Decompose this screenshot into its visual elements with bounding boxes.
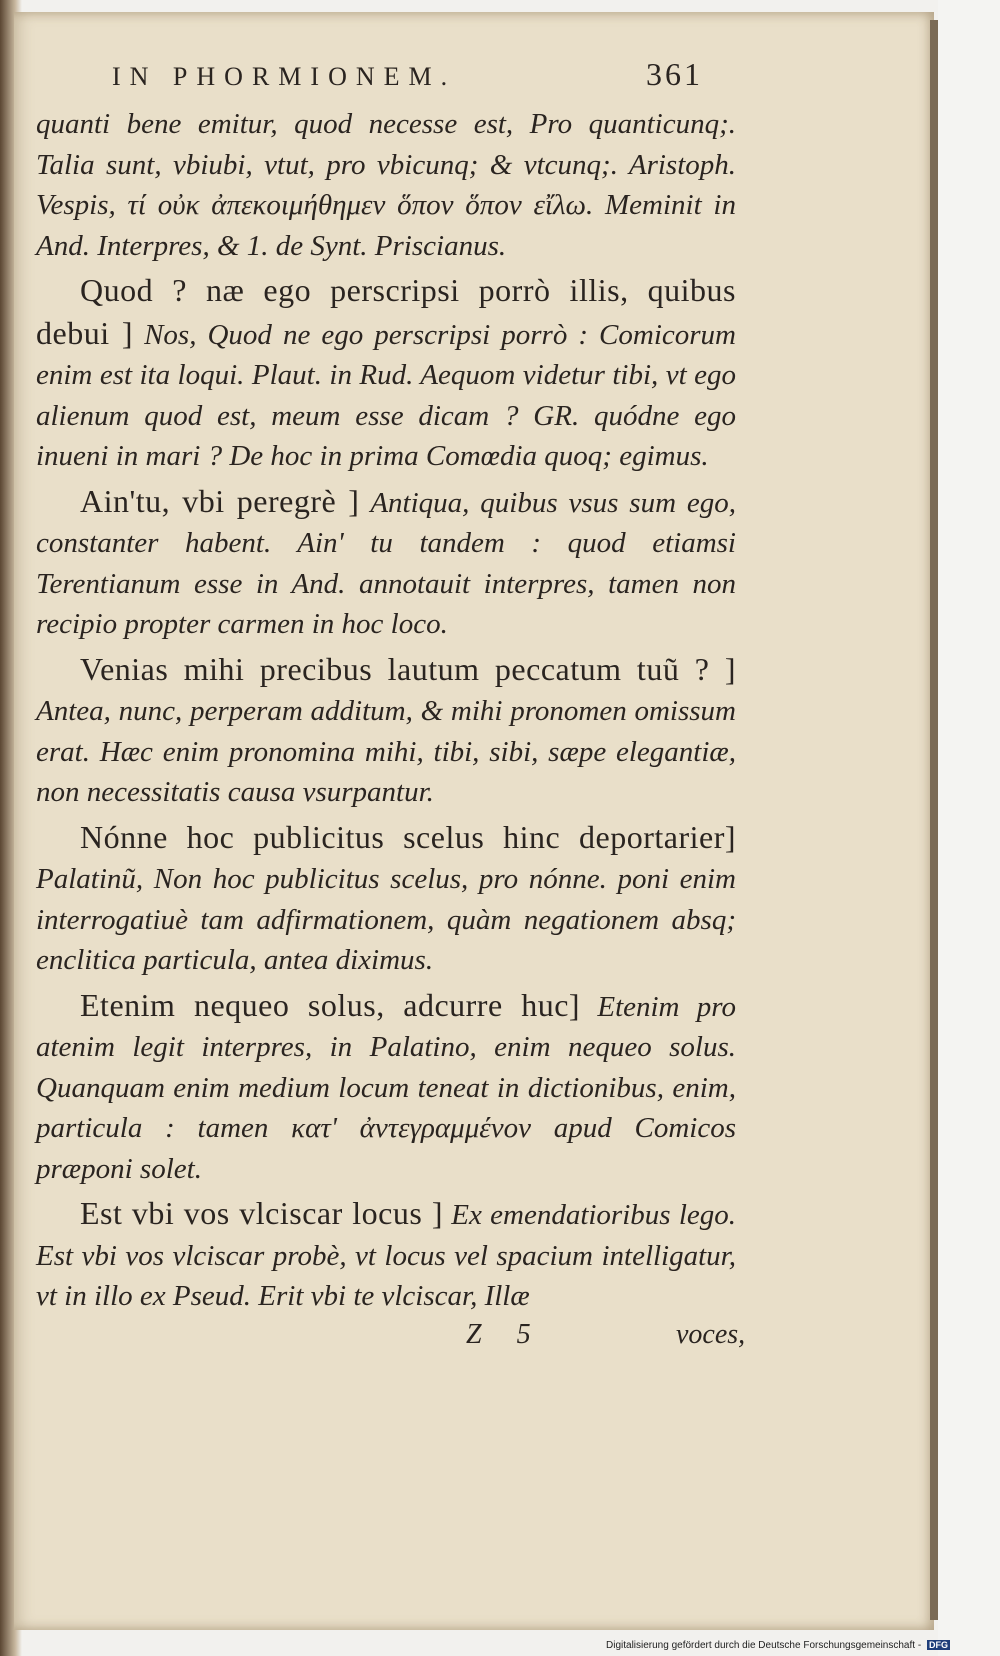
commentary-text: Ex emendatioribus lego. Est vbi vos vlciscar probè, vt locus vel spacium intelligatur, vt in illo ex Pseud. Erit vbi te vlciscar, Illæ bbox=[36, 1199, 737, 1312]
commentary-text: Antiqua, quibus vsus sum ego, constanter habent. Ain' tu tandem : quod etiamsi Terentianum esse in And. annotauit interpres, tamen non recipio propter carmen in hoc loco. bbox=[36, 486, 737, 640]
catchword: voces, bbox=[676, 1318, 746, 1350]
commentary-text: Antea, nunc, perperam additum, & mihi pronomen omissum erat. Hæc enim pronomina mihi, tibi, sibi, sæpe elegantiæ, non necessitatis causa vsurpantur. bbox=[36, 695, 736, 808]
running-head bbox=[36, 56, 736, 104]
lemma-text: Quod ? næ ego perscripsi porrò illis, quibus debui ] bbox=[36, 272, 736, 351]
digitization-credit bbox=[606, 1640, 950, 1651]
paragraph-continuation bbox=[36, 104, 736, 266]
credit-text: Digitalisierung gefördert durch die Deutsche Forschungsgemeinschaft - bbox=[606, 1640, 922, 1651]
paragraph-entry bbox=[36, 1193, 736, 1317]
signature-mark: Z 5 bbox=[466, 1318, 545, 1350]
lemma-text: Ain'tu, vbi peregrè ] bbox=[80, 482, 360, 519]
lemma-text: Etenim nequeo solus, adcurre huc] bbox=[80, 986, 581, 1023]
dfg-logo: DFG bbox=[928, 1640, 948, 1651]
page-footer bbox=[36, 1317, 746, 1361]
lemma-text: Nónne hoc publicitus scelus hinc deportarier] bbox=[80, 818, 736, 855]
paragraph-entry bbox=[36, 270, 736, 477]
paragraph-entry bbox=[36, 649, 736, 813]
page-edge bbox=[930, 20, 938, 1620]
commentary-text: quanti bene emitur, quod necesse est, Pro quanticunq;. Talia sunt, vbiubi, vtut, pro vbicunq; & vtcunq;. Aristoph. Vespis, τί οὐκ ἀπεκοιμήθημεν ὅπον ὅπον εἴλω. Meminit in And. Interpres, & 1. de Synt. Priscianus. bbox=[36, 108, 736, 262]
paragraph-entry bbox=[36, 985, 736, 1190]
commentary-text: Nos, Quod ne ego perscripsi porrò : Comicorum enim est ita loqui. Plaut. in Rud. Aequom videtur tibi, vt ego alienum quod est, meum esse dicam ? GR. quódne ego inueni in mari ? De hoc in prima Comœdia quoq; egimus. bbox=[36, 318, 736, 472]
commentary-text: Etenim pro atenim legit interpres, in Palatino, enim nequeo solus. Quanquam enim medium locum teneat in dictionibus, enim, particula : tamen κατ' ἀντεγραμμένον apud Comicos præponi solet. bbox=[36, 990, 737, 1185]
paragraph-entry bbox=[36, 481, 736, 645]
running-head-title: IN PHORMIONEM. bbox=[112, 62, 457, 91]
page-text-block bbox=[36, 56, 746, 1361]
page-number: 361 bbox=[646, 56, 703, 92]
lemma-text: Venias mihi precibus lautum peccatum tuũ ? ] bbox=[80, 650, 736, 687]
paragraph-entry bbox=[36, 817, 736, 981]
commentary-text: Palatinũ, Non hoc publicitus scelus, pro nónne. poni enim interrogatiuè tam adfirmationem, quàm negationem absq; enclitica particula, antea diximus. bbox=[36, 863, 736, 976]
scan-margin bbox=[938, 0, 1000, 1656]
lemma-text: Est vbi vos vlciscar locus ] bbox=[80, 1195, 444, 1231]
